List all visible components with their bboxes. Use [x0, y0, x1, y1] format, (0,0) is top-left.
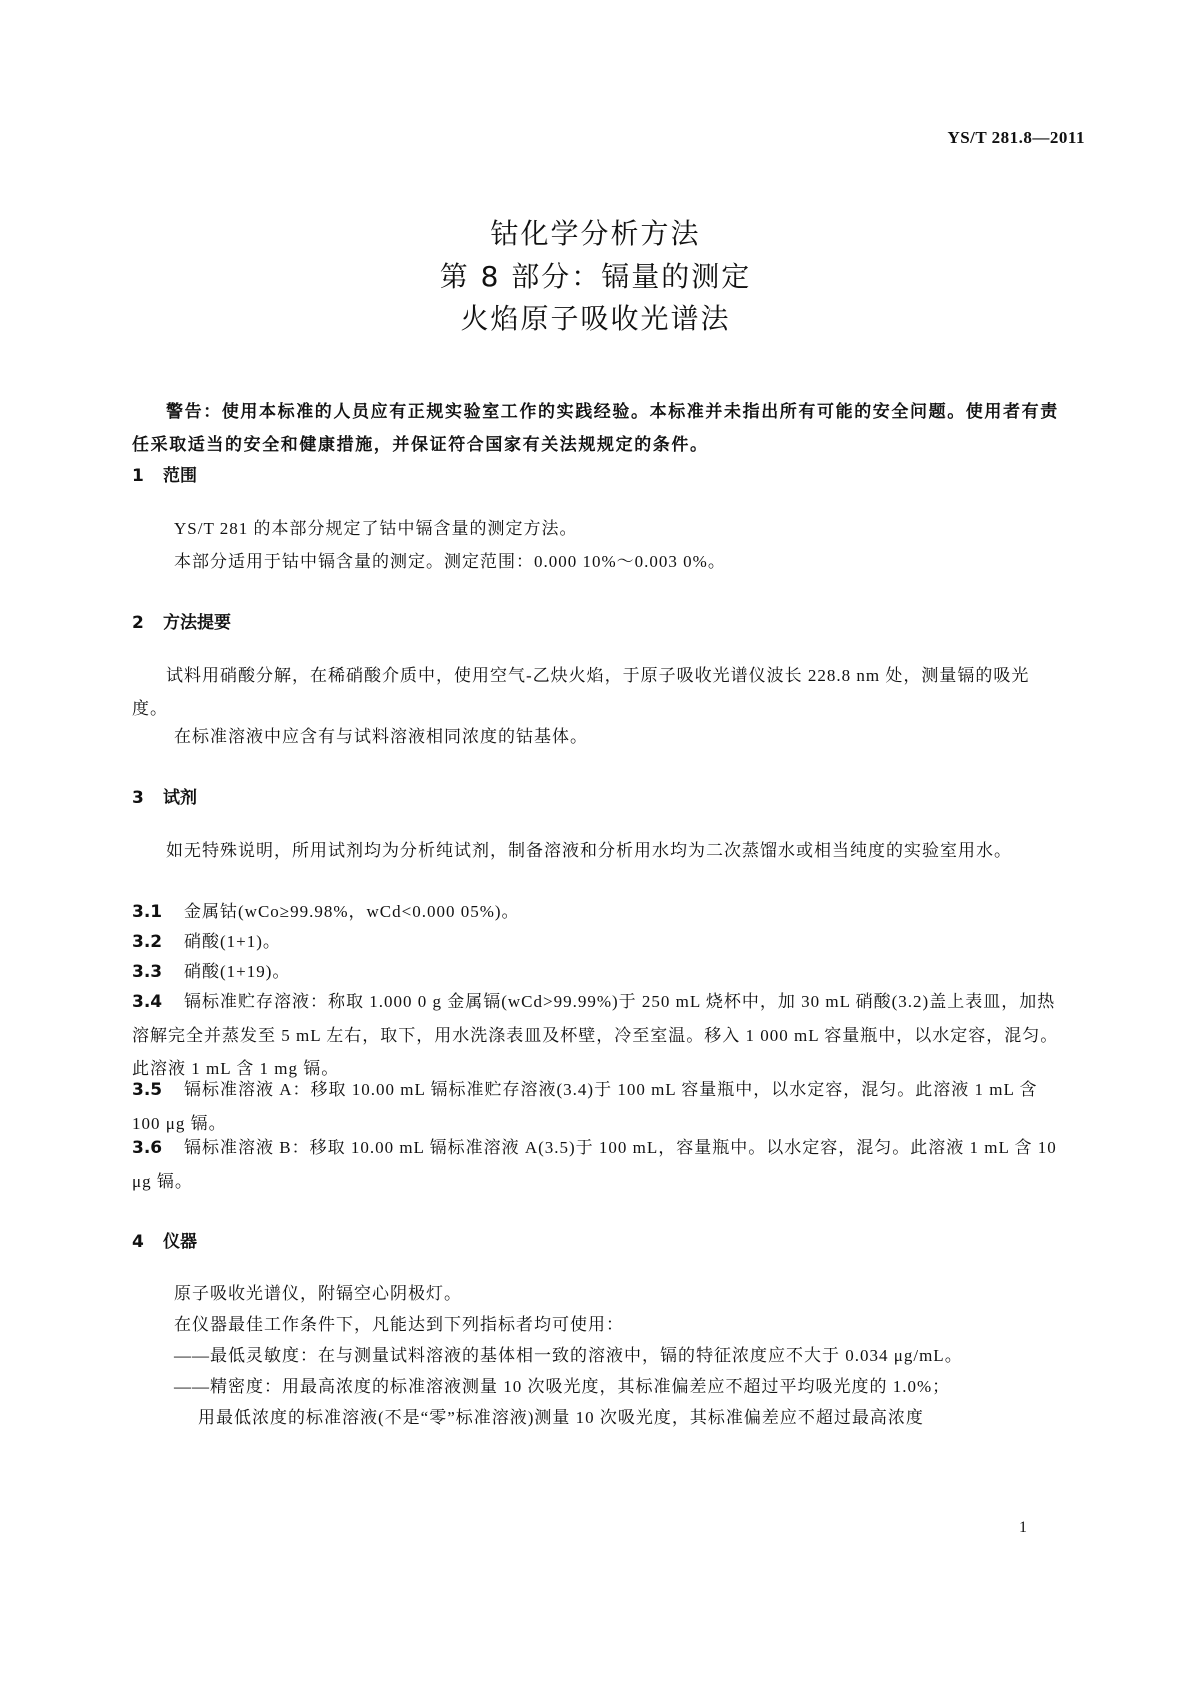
- clause-text: 金属钴(wCo≥99.98%，wCd<0.000 05%)。: [184, 902, 520, 921]
- clause-text: 硝酸(1+1)。: [184, 932, 281, 951]
- title-line-3: 火焰原子吸收光谱法: [460, 302, 731, 335]
- section-1-p2: 本部分适用于钴中镉含量的测定。测定范围：0.000 10%～0.003 0%。: [174, 552, 726, 571]
- clause-number: 3.5: [132, 1080, 163, 1100]
- section-2-heading: [132, 608, 231, 633]
- section-number: 3: [132, 788, 144, 808]
- section-3-intro: 如无特殊说明，所用试剂均为分析纯试剂，制备溶液和分析用水均为二次蒸馏水或相当纯度的实验室用水。: [166, 841, 1012, 860]
- clause-text: 镉标准溶液 B：移取 10.00 mL 镉标准溶液 A(3.5)于 100 mL，容量瓶中。以水定容，混匀。此溶液 1 mL 含 10 μg 镉。: [132, 1138, 1057, 1191]
- reagent-item: [132, 955, 1062, 989]
- section-4-bullet-2-continued: 用最低浓度的标准溶液(不是“零”标准溶液)测量 10 次吸光度，其标准偏差应不超过最高浓度: [198, 1408, 924, 1427]
- clause-text: 硝酸(1+19)。: [184, 962, 291, 981]
- section-title: 范围: [163, 466, 197, 486]
- section-4-bullet-2: ——精密度：用最高浓度的标准溶液测量 10 次吸光度，其标准偏差应不超过平均吸光度的 1.0%；: [174, 1377, 951, 1396]
- section-number: 2: [132, 613, 144, 633]
- clause-text: 镉标准贮存溶液：称取 1.000 0 g 金属镉(wCd>99.99%)于 250 mL 烧杯中，加 30 mL 硝酸(3.2)盖上表皿，加热溶解完全并蒸发至 5 mL 左右，取下，用水洗涤表皿及杯壁，冷至室温。移入 1 000 mL 容量瓶中，以水定容，混匀。此溶液 1 mL 含 1 mg 镉。: [132, 992, 1059, 1078]
- section-2-p1: 试料用硝酸分解，在稀硝酸介质中，使用空气-乙炔火焰，于原子吸收光谱仪波长 228.8 nm 处，测量镉的吸光度。: [132, 666, 1030, 718]
- reagent-item: [132, 1131, 1062, 1198]
- warning-paragraph: 警告：使用本标准的人员应有正规实验室工作的实践经验。本标准并未指出所有可能的安全问题。使用者有责任采取适当的安全和健康措施，并保证符合国家有关法规规定的条件。: [132, 402, 1059, 455]
- section-3-heading: [132, 783, 197, 808]
- clause-number: 3.2: [132, 932, 163, 952]
- standard-number: YS/T 281.8—2011: [947, 128, 1085, 147]
- section-4-p2: 在仪器最佳工作条件下，凡能达到下列指标者均可使用：: [174, 1315, 624, 1334]
- section-2-p2: 在标准溶液中应含有与试料溶液相同浓度的钴基体。: [174, 727, 588, 746]
- page-number: 1: [1019, 1519, 1027, 1536]
- clause-number: 3.6: [132, 1138, 163, 1158]
- section-4-bullet-1: ——最低灵敏度：在与测量试料溶液的基体相一致的溶液中，镉的特征浓度应不大于 0.034 μg/mL。: [174, 1346, 963, 1365]
- section-4-p1: 原子吸收光谱仪，附镉空心阴极灯。: [174, 1284, 462, 1303]
- clause-number: 3.3: [132, 962, 163, 982]
- section-title: 方法提要: [163, 613, 231, 633]
- section-1-p1: YS/T 281 的本部分规定了钴中镉含量的测定方法。: [174, 519, 578, 538]
- section-title: 仪器: [163, 1232, 197, 1252]
- clause-number: 3.4: [132, 992, 163, 1012]
- section-title: 试剂: [163, 788, 197, 808]
- title-line-2: 第 8 部分：镉量的测定: [439, 260, 752, 293]
- section-number: 1: [132, 466, 144, 486]
- section-1-heading: [132, 461, 197, 486]
- reagent-item: [132, 925, 1062, 959]
- title-line-1: 钴化学分析方法: [490, 217, 701, 250]
- reagent-item: [132, 985, 1062, 1085]
- clause-number: 3.1: [132, 902, 163, 922]
- reagent-item: [132, 895, 1062, 929]
- reagent-item: [132, 1073, 1062, 1140]
- section-4-heading: [132, 1227, 197, 1252]
- section-number: 4: [132, 1232, 144, 1252]
- clause-text: 镉标准溶液 A：移取 10.00 mL 镉标准贮存溶液(3.4)于 100 mL 容量瓶中，以水定容，混匀。此溶液 1 mL 含 100 μg 镉。: [132, 1080, 1038, 1133]
